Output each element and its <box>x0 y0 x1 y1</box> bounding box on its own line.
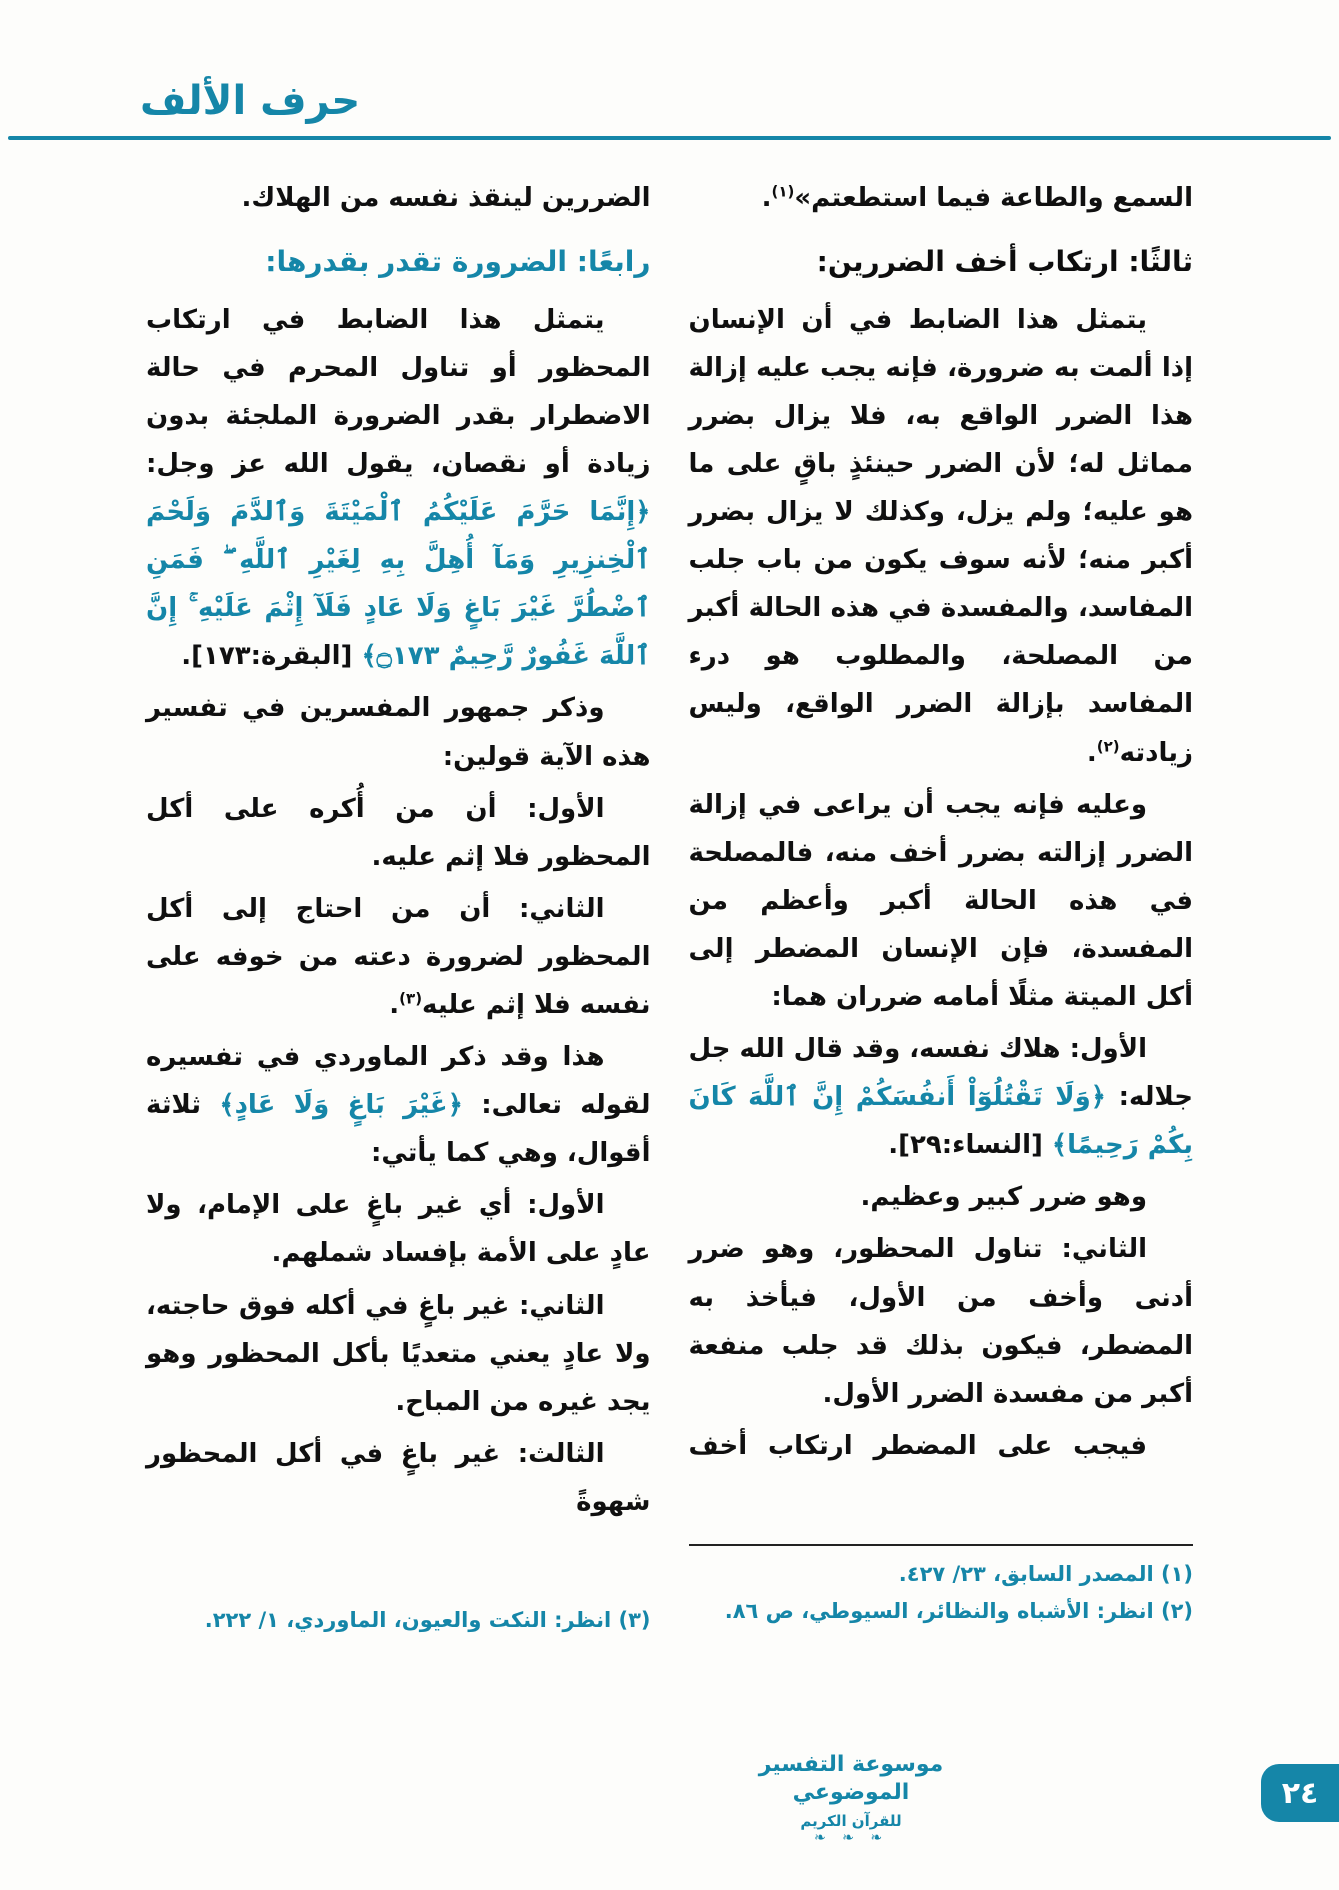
paragraph: الأول: أن من أُكره على أكل المحظور فلا إثم عليه. <box>146 793 651 872</box>
emblem-flourish-icon: ❧ ❧ ❧ <box>813 1830 889 1846</box>
paragraph: الضررين لينقذ نفسه من الهلاك. <box>241 183 651 213</box>
paragraph: وذكر جمهور المفسرين في تفسير هذه الآية قولين: <box>146 693 651 772</box>
paragraph-text: ثلاثة أقوال، وهي كما يأتي: <box>146 1090 651 1169</box>
paragraph: وعليه فإنه يجب أن يراعى في إزالة الضرر إزالته بضرر أخف منه، فالمصلحة في هذه الحالة أكبر وأعظم من المفسدة، فإن الإنسان المضطر إلى أكل الميتة مثلًا أمامه ضرران هما: <box>688 789 1193 1012</box>
section-heading: رابعًا: الضرورة تقدر بقدرها: <box>265 245 651 279</box>
paragraph: وهو ضرر كبير وعظيم. <box>860 1182 1147 1213</box>
paragraph-text: يتمثل هذا الضابط في أن الإنسان إذا ألمت به ضرورة، فإنه يجب عليه إزالة هذا الضرر الواقع به، فلا يزال بضرر مماثل له؛ لأن الضرر حينئذٍ باقٍ على ما هو عليه؛ ولم يزل، وكذلك لا يزال بضرر أكبر منه؛ لأنه سوف يكون من باب جلب المفاسد، والمفسدة في هذه الحالة أكبر من المصلحة، والمطلوب هو درء المفاسد بإزالة الضرر الواقع، وليس زيادته <box>688 304 1193 768</box>
footnotes <box>0 1530 1339 1639</box>
paragraph: الثالث: غير باغٍ في أكل المحظور شهوةً <box>146 1438 651 1517</box>
footnote-marker: (٣) <box>399 989 423 1008</box>
paragraph-text: الأول: هلاك نفسه، وقد قال الله جل جلاله: <box>688 1034 1193 1113</box>
paragraph-text: الثاني: أن من احتاج إلى أكل المحظور لضرورة دعته من خوفه على نفسه فلا إثم عليه <box>146 893 651 1020</box>
footnote: (٢) انظر: الأشباه والنظائر، السيوطي، ص ٨٦. <box>724 1598 1193 1623</box>
paragraph-text: يتمثل هذا الضابط في ارتكاب المحظور أو تناول المحرم في حالة الاضطرار بقدر الضرورة الملجئة بدون زيادة أو نقصان، يقول الله عز وجل: <box>146 304 651 479</box>
paragraph <box>146 885 651 1029</box>
paragraph <box>689 174 1194 222</box>
paragraph <box>689 1025 1194 1169</box>
quran-verse: ﴿إِنَّمَا حَرَّمَ عَلَيْكُمُ ٱلْمَيْتَةَ وَٱلدَّمَ وَلَحْمَ ٱلْخِنزِيرِ وَمَآ أُهِلَّ بِهِ لِغَيْرِ ٱللَّهِ ۖ فَمَنِ ٱضْطُرَّ غَيْرَ بَاغٍ وَلَا عَادٍ فَلَآ إِثْمَ عَلَيْهِ ۚ إِنَّ ٱللَّهَ غَفُورٌ رَّحِيمٌ ۝١٧٣﴾ <box>146 497 651 672</box>
verse-reference: [النساء:٢٩]. <box>888 1130 1052 1161</box>
paragraph-text: السمع والطاعة فيما استطعتم» <box>794 183 1193 213</box>
paragraph: فيجب على المضطر ارتكاب أخف <box>688 1430 1147 1461</box>
page-number-badge <box>1261 1764 1339 1822</box>
footnotes-right-column <box>689 1544 1194 1639</box>
paragraph <box>689 296 1194 777</box>
verse-reference: [البقرة:١٧٣]. <box>181 641 362 672</box>
footnote-marker: (١) <box>771 182 795 201</box>
paragraph-text: هذا وقد ذكر الماوردي في تفسيره لقوله تعالى: <box>146 1042 651 1121</box>
column-left <box>146 170 651 1530</box>
footnote: (٣) انظر: النكت والعيون، الماوردي، ١/ ٢٢٢. <box>204 1608 651 1633</box>
footnotes-left-column <box>146 1544 651 1639</box>
emblem-title: موسوعة التفسير الموضوعي <box>758 1751 944 1806</box>
chapter-title: حرف الألف <box>140 78 361 124</box>
paragraph <box>146 1033 651 1177</box>
paragraph-text: . <box>389 990 400 1020</box>
emblem-subtitle: للقرآن الكريم <box>800 1812 902 1830</box>
paragraph: الثاني: تناول المحظور، وهو ضرر أدنى وأخف من الأول، فيأخذ به المضطر، فيكون بذلك قد جلب منفعة أكبر من مفسدة الضرر الأول. <box>688 1234 1193 1409</box>
footnote: (١) المصدر السابق، ٢٣/ ٤٢٧. <box>898 1562 1193 1587</box>
paragraph-text: . <box>1086 737 1097 768</box>
quran-verse: ﴿وَلَا تَقْتُلُوٓاْ أَنفُسَكُمْ إِنَّ ٱللَّهَ كَانَ بِكُمْ رَحِيمًا﴾ <box>688 1082 1193 1161</box>
section-heading: ثالثًا: ارتكاب أخف الضررين: <box>816 245 1193 279</box>
paragraph-text: . <box>761 183 772 213</box>
content <box>0 140 1339 1530</box>
quran-verse: ﴿غَيْرَ بَاغٍ وَلَا عَادٍ﴾ <box>219 1090 463 1121</box>
paragraph: الأول: أي غير باغٍ على الإمام، ولا عادٍ على الأمة بإفساد شملهم. <box>146 1190 651 1269</box>
footnote-separator <box>689 1544 1194 1546</box>
column-right <box>689 170 1194 1530</box>
page-header <box>0 78 1339 140</box>
footnote-marker: (٢) <box>1096 736 1120 755</box>
page-number: ٢٤ <box>1281 1775 1319 1811</box>
publisher-emblem <box>751 1751 951 1846</box>
paragraph <box>146 296 651 681</box>
paragraph: الثاني: غير باغٍ في أكله فوق حاجته، ولا عادٍ يعني متعديًا بأكل المحظور وهو يجد غيره من المباح. <box>146 1290 651 1417</box>
